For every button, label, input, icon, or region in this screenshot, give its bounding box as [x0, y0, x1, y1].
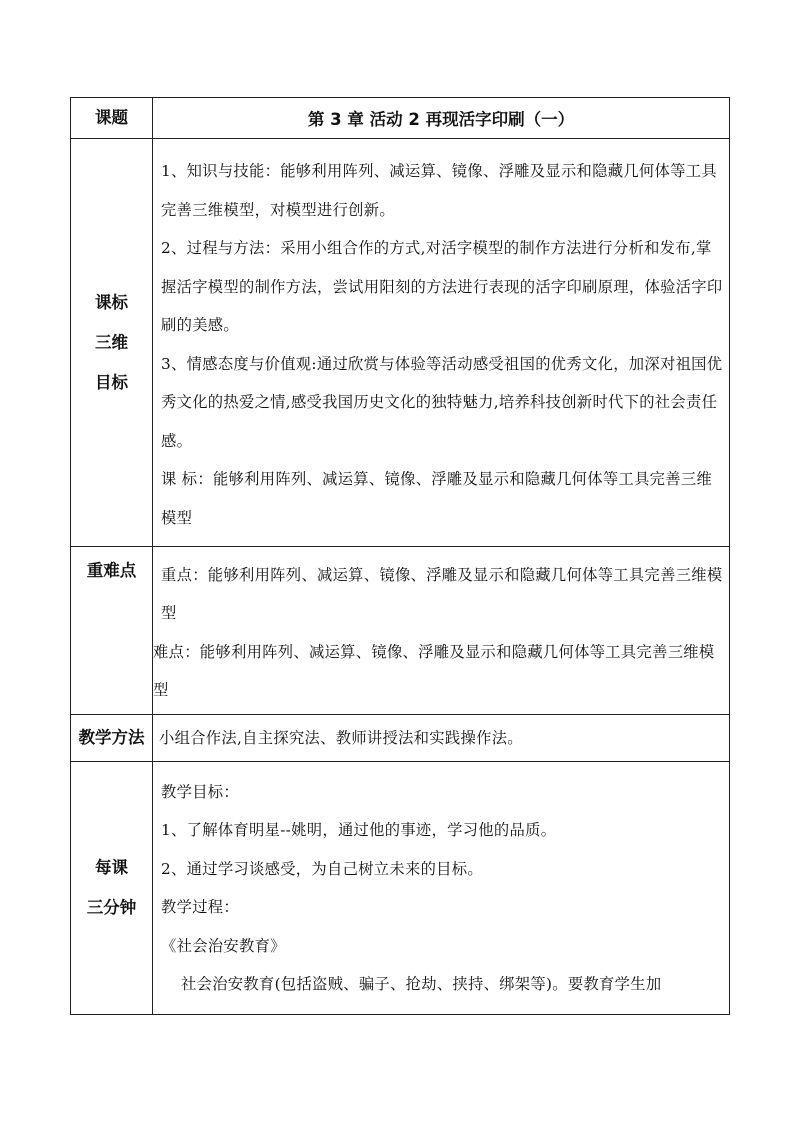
key-difficulty: 难点：能够利用阵列、减运算、镜像、浮雕及显示和隐藏几何体等工具完善三维模型 [153, 642, 715, 699]
three-minutes-label [71, 762, 153, 1015]
objective-attitude: 3、情感态度与价值观:通过欣赏与体验等活动感受祖国的优秀文化，加深对祖国优秀文化的热爱之情,感受我国历史文化的独特魅力,培养科技创新时代下的社会责任感。 [161, 354, 723, 450]
objective-standard: 课 标：能够利用阵列、减运算、镜像、浮雕及显示和隐藏几何体等工具完善三维模型 [161, 470, 713, 527]
goal-heading: 教学目标： [161, 782, 239, 801]
objectives-label [71, 139, 153, 547]
objectives-content [153, 139, 730, 547]
goal-2: 2、通过学习谈感受，为自己树立未来的目标。 [161, 859, 483, 878]
method-row [71, 715, 730, 762]
key-points-label: 重难点 [71, 547, 153, 715]
objectives-label-line-3: 目标 [95, 372, 128, 392]
lesson-plan-table [70, 97, 730, 1015]
key-points-content [153, 547, 730, 715]
method-content: 小组合作法,自主探究法、教师讲授法和实践操作法。 [153, 715, 730, 762]
objective-process: 2、过程与方法：采用小组合作的方式,对活字模型的制作方法进行分析和发布,掌握活字模型的制作方法，尝试用阳刻的方法进行表现的活字印刷原理，体验活字印刷的美感。 [161, 239, 723, 334]
three-minutes-content [153, 762, 730, 1015]
objectives-label-line-2: 三维 [95, 332, 128, 352]
three-minutes-label-line-2: 三分钟 [86, 898, 137, 917]
objectives-row [71, 139, 730, 547]
key-points-row [71, 547, 730, 715]
key-focus: 重点：能够利用阵列、减运算、镜像、浮雕及显示和隐藏几何体等工具完善三维模型 [161, 565, 723, 622]
topic-label: 课题 [71, 98, 153, 139]
three-minutes-row [71, 762, 730, 1015]
lesson-title: 第 3 章 活动 2 再现活字印刷（一） [153, 98, 730, 139]
title-row [71, 98, 730, 139]
goal-1: 1、了解体育明星--姚明，通过他的事迹，学习他的品质。 [161, 821, 557, 839]
method-label: 教学方法 [71, 715, 153, 762]
process-heading: 教学过程： [161, 898, 239, 916]
objective-knowledge: 1、知识与技能：能够利用阵列、减运算、镜像、浮雕及显示和隐藏几何体等工具完善三维模型，对模型进行创新。 [161, 162, 717, 219]
objectives-label-line-1: 课标 [95, 292, 128, 312]
three-minutes-label-line-1: 每课 [95, 858, 128, 877]
topic-title: 《社会治安教育》 [161, 936, 286, 955]
topic-body: 社会治安教育(包括盗贼、骗子、抢劫、挟持、绑架等)。要教育学生加 [181, 975, 662, 993]
